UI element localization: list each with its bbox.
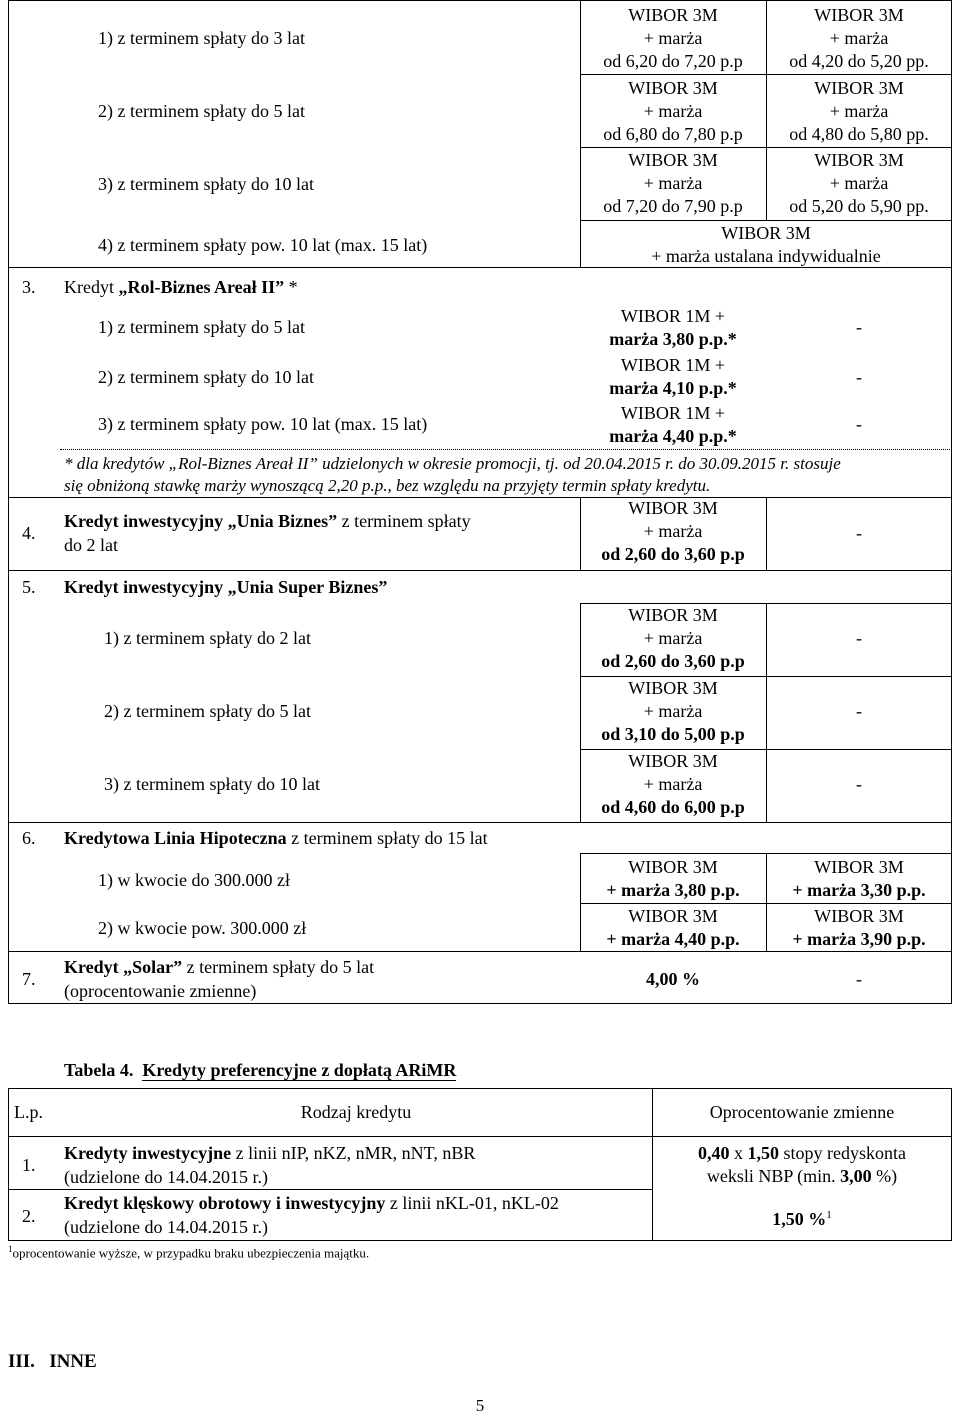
s2-row2-label: 2) z terminem spłaty do 5 lat: [98, 101, 305, 121]
s2-row3-a: WIBOR 3M + marża od 7,20 do 7,90 p.p: [603, 150, 743, 216]
s5-row2-b: -: [856, 701, 862, 721]
s6-row1-b: WIBOR 3M + marża 3,30 p.p.: [792, 857, 926, 900]
s5-row2-label: 2) z terminem spłaty do 5 lat: [104, 701, 311, 721]
s6-row2-label: 2) w kwocie pow. 300.000 zł: [98, 918, 307, 938]
s4-b: -: [856, 523, 862, 543]
s5-row3-a: WIBOR 3M + marża od 4,60 do 6,00 p.p: [601, 751, 745, 817]
s5-num: 5.: [22, 577, 36, 597]
page-number: 5: [475, 1396, 485, 1415]
s3-row1-label: 1) z terminem spłaty do 5 lat: [98, 317, 305, 337]
s2-row4-ab: WIBOR 3M + marża ustalana indywidualnie: [651, 223, 881, 266]
s5-row2-a: WIBOR 3M + marża od 3,10 do 5,00 p.p: [601, 678, 745, 744]
s5-row3-b: -: [856, 774, 862, 794]
s6-row2-a: WIBOR 3M + marża 4,40 p.p.: [606, 906, 740, 949]
s2-row4-label: 4) z terminem spłaty pow. 10 lat (max. 15 lat): [98, 235, 428, 255]
s2-row2-a: WIBOR 3M + marża od 6,80 do 7,80 p.p: [603, 78, 743, 144]
s3-row1-a: WIBOR 1M + marża 3,80 p.p.*: [609, 306, 737, 349]
s6-row1-label: 1) w kwocie do 300.000 zł: [98, 870, 290, 890]
s3-note-line1: * dla kredytów „Rol-Biznes Areał II” udzielonych w okresie promocji, tj. od 20.04.2015 r. do 30.09.2015 r. stosuje: [64, 454, 841, 473]
table4-row2-line2: (udzielone do 14.04.2015 r.): [64, 1217, 268, 1237]
s7-a: 4,00 %: [646, 969, 700, 989]
s3-title: Kredyt „Rol-Biznes Areał II” *: [64, 277, 298, 297]
s5-row1-b: -: [856, 628, 862, 648]
s4-title: Kredyt inwestycyjny „Unia Biznes” z terminem spłaty: [64, 511, 471, 531]
s3-row1-b: -: [856, 317, 862, 337]
table4-header-type: Rodzaj kredytu: [300, 1102, 412, 1122]
table4-row1-num: 1.: [22, 1155, 36, 1175]
s6-row1-a: WIBOR 3M + marża 3,80 p.p.: [606, 857, 740, 900]
footnote: $^1$oprocentowanie wyższe, w przypadku braku ubezpieczenia majątku.: [8, 1244, 370, 1261]
s2-row3-label: 3) z terminem spłaty do 10 lat: [98, 174, 314, 194]
s3-row3-label: 3) z terminem spłaty pow. 10 lat (max. 15 lat): [98, 414, 428, 434]
s3-row2-b: -: [856, 367, 862, 387]
s3-num: 3.: [22, 277, 36, 297]
table4-row1-line2: (udzielone do 14.04.2015 r.): [64, 1167, 268, 1187]
s6-row2-b: WIBOR 3M + marża 3,90 p.p.: [792, 906, 926, 949]
table4-row2-rate: 1,50 %$^1$: [772, 1209, 832, 1229]
s4-title-line2: do 2 lat: [64, 535, 118, 555]
s7-num: 7.: [22, 969, 36, 989]
table4-row2-num: 2.: [22, 1206, 36, 1226]
section-heading: III. INNE: [8, 1351, 97, 1372]
s2-row1-b: WIBOR 3M + marża od 4,20 do 5,20 pp.: [789, 5, 929, 71]
table4-row1-title: Kredyty inwestycyjne z linii nIP, nKZ, nMR, nNT, nBR: [64, 1143, 476, 1163]
s3-row2-a: WIBOR 1M + marża 4,10 p.p.*: [609, 355, 737, 398]
s5-row1-label: 1) z terminem spłaty do 2 lat: [104, 628, 311, 648]
table4-row1-rate: 0,40 x 1,50 stopy redyskonta weksli NBP (min. 3,00 %): [698, 1143, 906, 1186]
s3-note-divider: [60, 449, 952, 450]
table4-row2-title: Kredyt klęskowy obrotowy i inwestycyjny z linii nKL-01, nKL-02: [64, 1193, 559, 1213]
s2-row2-b: WIBOR 3M + marża od 4,80 do 5,80 pp.: [789, 78, 929, 144]
s5-title: Kredyt inwestycyjny „Unia Super Biznes”: [64, 577, 388, 597]
s3-note-line2: się obniżoną stawkę marży wynoszącą 2,20 p.p., bez względu na przyjęty termin spłaty kredytu.: [64, 476, 711, 495]
s7-title: Kredyt „Solar” z terminem spłaty do 5 lat: [64, 957, 375, 977]
table4-header-rate: Oprocentowanie zmienne: [709, 1102, 895, 1122]
s5-row1-a: WIBOR 3M + marża od 2,60 do 3,60 p.p: [601, 605, 745, 671]
table4-header-lp: L.p.: [14, 1102, 43, 1122]
s2-row3-b: WIBOR 3M + marża od 5,20 do 5,90 pp.: [789, 150, 929, 216]
s7-title-line2: (oprocentowanie zmienne): [64, 981, 257, 1001]
s4-num: 4.: [22, 523, 36, 543]
s5-row3-label: 3) z terminem spłaty do 10 lat: [104, 774, 320, 794]
s7-b: -: [856, 969, 862, 989]
s2-row1-a: WIBOR 3M + marża od 6,20 do 7,20 p.p: [603, 5, 743, 71]
s6-num: 6.: [22, 828, 36, 848]
s6-title: Kredytowa Linia Hipoteczna z terminem spłaty do 15 lat: [64, 828, 488, 848]
table4-caption: Tabela 4. Kredyty preferencyjne z dopłatą ARiMR: [64, 1060, 457, 1080]
s2-row1-label: 1) z terminem spłaty do 3 lat: [98, 28, 305, 48]
s3-row3-b: -: [856, 414, 862, 434]
s3-row2-label: 2) z terminem spłaty do 10 lat: [98, 367, 314, 387]
s4-a: WIBOR 3M + marża od 2,60 do 3,60 p.p: [601, 498, 745, 564]
s3-row3-a: WIBOR 1M + marża 4,40 p.p.*: [609, 403, 737, 446]
